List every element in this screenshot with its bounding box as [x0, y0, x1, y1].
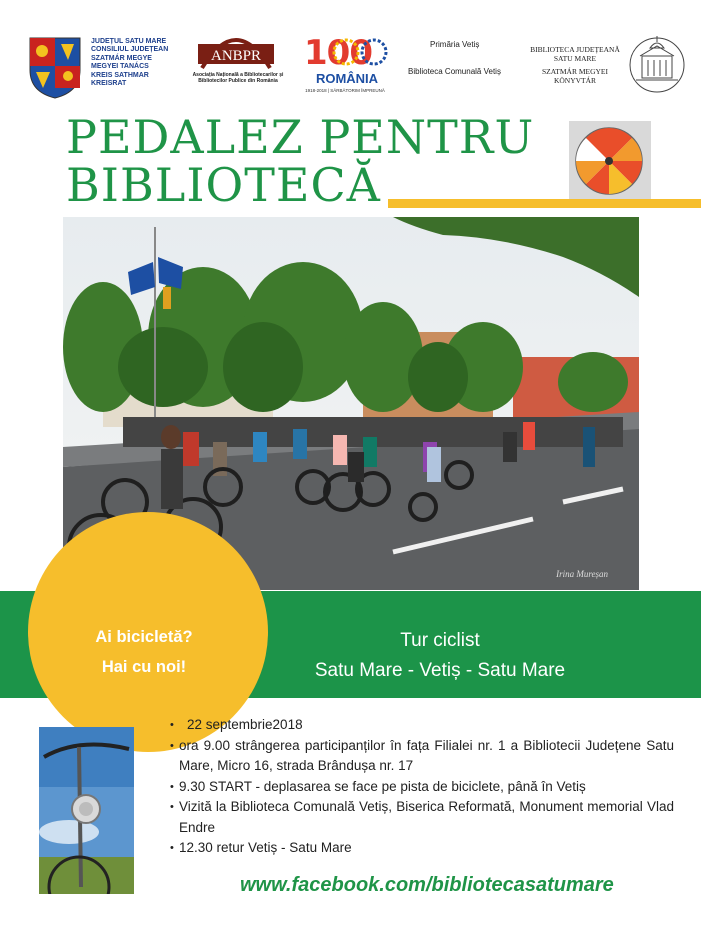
- biblioteca-comunala-label: Biblioteca Comunală Vetiș: [408, 67, 501, 76]
- detail-start: • 9.30 START - deplasarea se face pe pista de biciclete, până în Vetiș: [170, 777, 674, 798]
- romania-100-logo: [302, 28, 392, 90]
- anbpr-logo: [196, 20, 276, 72]
- detail-visit: • Vizită la Biblioteca Comunală Vetiș, Biserica Reformată, Monument memorial Vlad Endre: [170, 797, 674, 838]
- library-building-icon: [628, 28, 686, 98]
- event-title: [66, 110, 535, 212]
- romania-word: ROMÂNIA: [315, 71, 379, 86]
- bicycle-handlebar-photo: [39, 727, 134, 894]
- facebook-link[interactable]: www.facebook.com/bibliotecasatumare: [240, 874, 614, 896]
- tagline-line2: Hai cu noi!: [101, 658, 187, 676]
- satu-mare-coat-of-arms: [28, 36, 82, 100]
- detail-date: • 22 septembrie2018: [170, 715, 674, 736]
- tagline-line1: Ai bicicletă?: [95, 628, 193, 646]
- satu-mare-council-text: JUDEȚUL SATU MARE CONSILIUL JUDEȚEAN SZATMÁR MEGYE MEGYEI TANÁCS KREIS SATHMAR KREISRAT: [91, 38, 169, 87]
- tour-label: Tur ciclist: [400, 630, 480, 651]
- anbpr-acronym: ANBPR: [210, 48, 262, 64]
- title-underline: [388, 199, 701, 208]
- biblioteca-judeteana-text: BIBLIOTECA JUDEȚEANĂ SATU MARE SZATMÁR MEGYEI KÖNYVTÁR: [530, 45, 620, 86]
- detail-return: • 12.30 retur Vetiș - Satu Mare: [170, 838, 674, 859]
- tour-route: Satu Mare - Vetiș - Satu Mare: [314, 660, 566, 681]
- romania-100-caption: 1918-2018 | SĂRBĂTORIM ÎMPREUNĂ: [305, 88, 385, 93]
- event-title-line1: PEDALEZ PENTRU: [66, 110, 535, 164]
- primaria-vetis-label: Primăria Vetiș: [430, 40, 480, 49]
- romania-100-number: 100: [304, 33, 372, 73]
- tagline: [64, 622, 224, 682]
- bicycle-wheel-book-logo: [569, 121, 651, 199]
- tour-info: [260, 626, 620, 686]
- event-details: [170, 715, 674, 859]
- detail-meeting: • ora 9.00 strângerea participanților în fața Filialei nr. 1 a Bibliotecii Județene Satu Mare, Micro 16, strada Brândușa nr. 17: [170, 736, 674, 777]
- anbpr-caption: Asociația Națională a Bibliotecarilor și Bibliotecilor Publice din România: [192, 72, 284, 85]
- event-title-line2: BIBLIOTECĂ: [66, 158, 381, 212]
- photo-signature: Irina Mureșan: [556, 569, 608, 579]
